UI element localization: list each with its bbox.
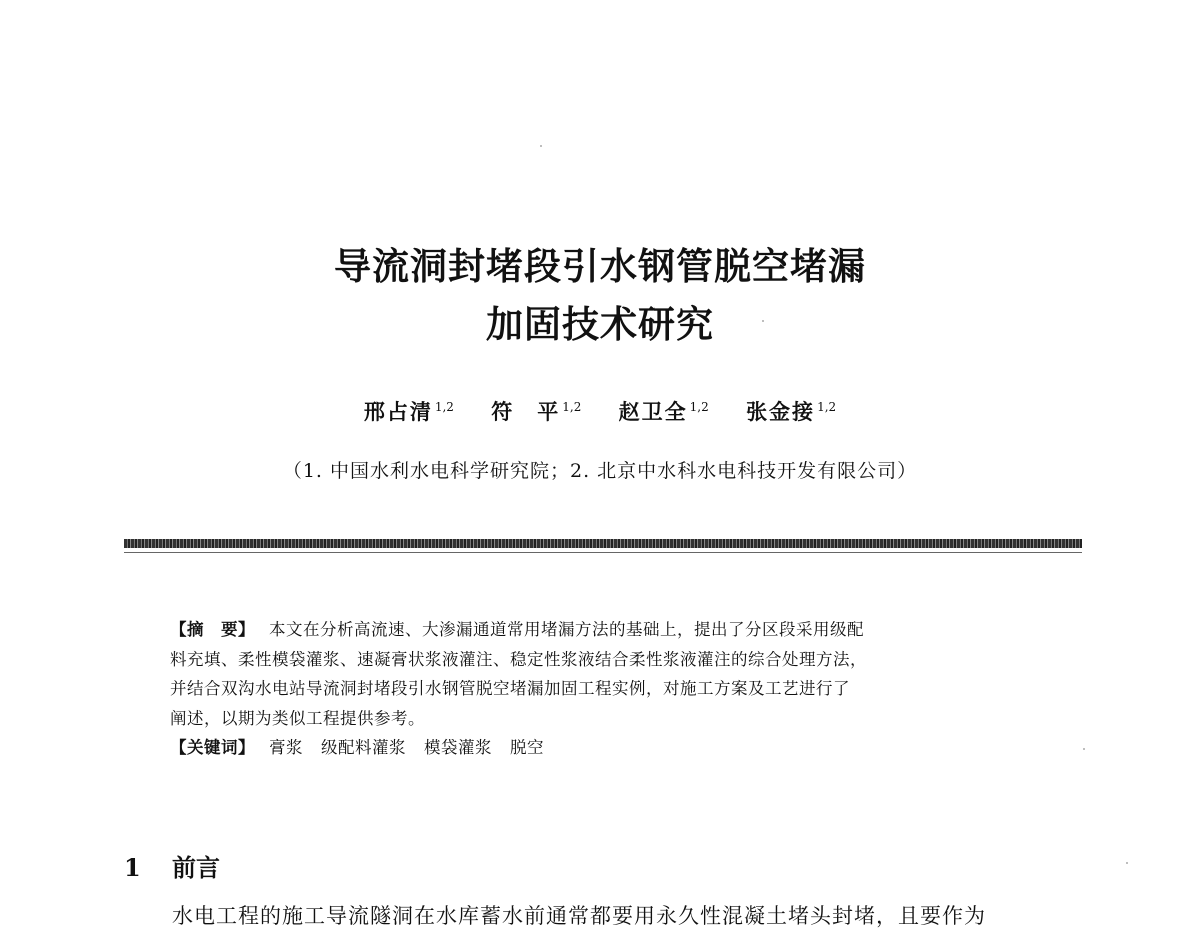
author <box>364 396 454 426</box>
author-affiliation-mark: 1,2 <box>817 400 837 414</box>
author-affiliation-mark: 1,2 <box>434 400 454 414</box>
keyword: 脱空 <box>510 738 544 757</box>
affiliations: （1. 中国水利水电科学研究院；2. 北京中水科水电科技开发有限公司） <box>282 460 918 482</box>
author <box>491 396 581 426</box>
author-list <box>0 396 1200 426</box>
section-number: 1 <box>124 853 141 882</box>
paper-title-line-2: 加固技术研究 <box>486 303 714 346</box>
body-paragraph: 水电工程的施工导流隧洞在水库蓄水前通常都要用永久性混凝土堵头封堵，且要作为 <box>172 904 986 928</box>
keywords-line <box>170 733 1050 763</box>
keywords-label: 【关键词】 <box>170 738 255 757</box>
section-heading <box>124 848 220 883</box>
author <box>619 396 709 426</box>
keyword: 膏浆 <box>269 738 303 757</box>
keyword: 模袋灌浆 <box>424 738 492 757</box>
abstract-line: 并结合双沟水电站导流洞封堵段引水钢管脱空堵漏加固工程实例，对施工方案及工艺进行了 <box>170 679 850 698</box>
abstract-line: 料充填、柔性模袋灌浆、速凝膏状浆液灌注、稳定性浆液结合柔性浆液灌注的综合处理方法， <box>170 649 867 669</box>
author-affiliation-mark: 1,2 <box>689 400 709 414</box>
keyword: 级配料灌浆 <box>321 738 406 757</box>
abstract-line: 阐述，以期为类似工程提供参考。 <box>170 708 425 728</box>
author-name: 邢占清 <box>363 399 433 424</box>
abstract-label: 【摘 要】 <box>170 620 255 639</box>
author-name: 张金接 <box>746 399 816 424</box>
scan-speck <box>762 320 764 322</box>
header-divider-thin <box>124 552 1082 553</box>
header-divider <box>124 539 1082 548</box>
abstract-block <box>170 615 1050 763</box>
scan-speck <box>1126 862 1128 864</box>
section-title: 前言 <box>172 853 220 882</box>
author <box>746 396 836 426</box>
author-name: 符 平 <box>491 399 561 424</box>
abstract-line <box>170 615 1050 645</box>
author-name: 赵卫全 <box>618 399 688 424</box>
abstract-text: 本文在分析高流速、大渗漏通道常用堵漏方法的基础上，提出了分区段采用级配 <box>269 620 864 639</box>
scan-speck <box>540 145 542 147</box>
author-affiliation-mark: 1,2 <box>562 400 582 414</box>
scan-speck <box>1083 748 1085 750</box>
paper-title-line-1: 导流洞封堵段引水钢管脱空堵漏 <box>334 245 866 288</box>
